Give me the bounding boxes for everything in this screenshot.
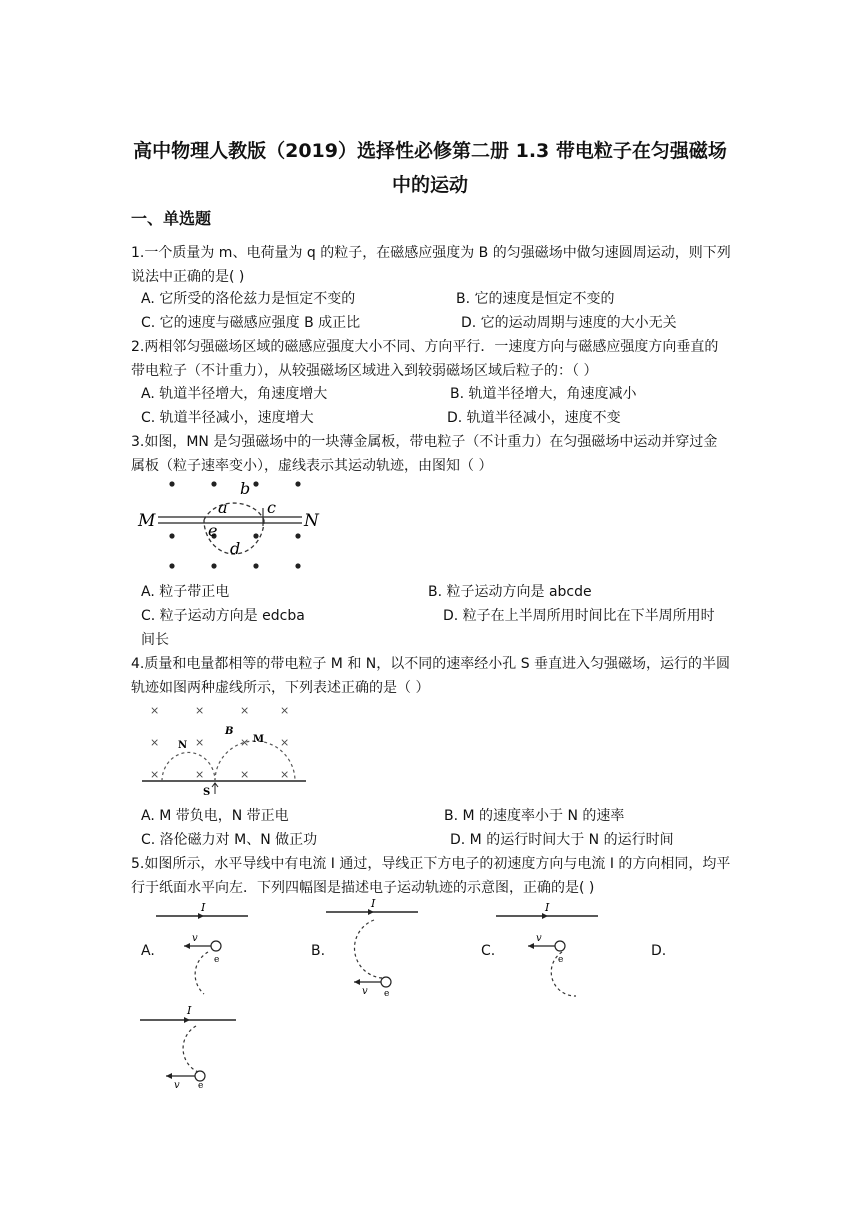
q1-option-d[interactable]: D. 它的运动周期与速度的大小无关: [461, 315, 677, 331]
question-5-stem: 5.如图所示，水平导线中有电流 I 通过，导线正下方电子的初速度方向与电流 I 的方向相同，均平行于纸面水平向左．下列四幅图是描述电子运动轨迹的示意图，正确的是( ): [131, 856, 731, 896]
label-c: c: [267, 498, 276, 517]
q5-figure-a: [152, 900, 252, 1000]
question-4-stem: 4.质量和电量都相等的带电粒子 M 和 N，以不同的速率经小孔 S 垂直进入匀强磁场，运行的半圆轨迹如图两种虚线所示，下列表述正确的是（ ）: [131, 656, 731, 696]
q2-option-d[interactable]: D. 轨道半径减小，速度不变: [447, 410, 621, 426]
q2-option-a[interactable]: A. 轨道半径增大，角速度增大: [141, 386, 328, 402]
b-label-e: e: [384, 989, 390, 999]
q3-option-a[interactable]: A. 粒子带正电: [141, 584, 230, 600]
label-m-particle: M: [253, 734, 265, 745]
q5-option-b[interactable]: B.: [311, 943, 326, 959]
label-n: N: [304, 511, 319, 531]
svg-text:×: ×: [280, 704, 290, 717]
q4-option-a[interactable]: A. M 带负电，N 带正电: [141, 808, 289, 824]
q2-option-c[interactable]: C. 轨道半径减小，速度增大: [141, 410, 314, 426]
document-title: [120, 134, 740, 202]
q3-figure: [134, 478, 324, 576]
svg-text:×: ×: [280, 736, 290, 749]
q1-option-a[interactable]: A. 它所受的洛伦兹力是恒定不变的: [141, 291, 356, 307]
question-1-stem: 1.一个质量为 m、电荷量为 q 的粒子，在磁感应强度为 B 的匀强磁场中做匀速圆周运动，则下列说法中正确的是( ): [131, 245, 731, 285]
a-label-i: I: [201, 901, 206, 914]
d-label-i: I: [187, 1004, 192, 1017]
c-label-v: v: [536, 933, 542, 944]
q3-option-b[interactable]: B. 粒子运动方向是 abcde: [428, 584, 592, 600]
svg-text:×: ×: [150, 704, 160, 717]
q1-option-c[interactable]: C. 它的速度与磁感应强度 B 成正比: [141, 315, 361, 331]
q5-option-c[interactable]: C.: [481, 943, 496, 959]
svg-text:×: ×: [240, 736, 250, 749]
q3-option-c[interactable]: C. 粒子运动方向是 edcba: [141, 608, 305, 624]
b-label-v: v: [362, 986, 368, 997]
d-label-v: v: [174, 1080, 180, 1090]
label-n-particle: N: [178, 740, 188, 751]
q1-option-b[interactable]: B. 它的速度是恒定不变的: [456, 291, 615, 307]
title-line-2: 中的运动: [391, 174, 468, 196]
svg-text:×: ×: [240, 768, 250, 781]
svg-text:×: ×: [195, 768, 205, 781]
q4-figure: [140, 700, 310, 796]
q5-option-d[interactable]: D.: [651, 943, 667, 959]
section-heading: 一、单选题: [131, 209, 212, 228]
title-line-1: 高中物理人教版（2019）选择性必修第二册 1.3 带电粒子在匀强磁场: [133, 140, 727, 162]
q5-option-a[interactable]: A.: [141, 943, 155, 959]
q4-option-c[interactable]: C. 洛伦磁力对 M、N 做正功: [141, 832, 318, 848]
label-b-field: B: [225, 726, 234, 737]
question-3-stem: 3.如图，MN 是匀强磁场中的一块薄金属板，带电粒子（不计重力）在匀强磁场中运动并穿过金属板（粒子速率变小），虚线表示其运动轨迹，由图知（ ）: [131, 434, 718, 474]
a-label-v: v: [192, 933, 198, 944]
q5-figure-b: [322, 896, 422, 1000]
label-b: b: [240, 479, 251, 498]
label-d: d: [230, 539, 241, 558]
c-label-i: I: [545, 901, 550, 914]
c-label-e: e: [558, 955, 564, 965]
q4-option-b[interactable]: B. M 的速度率小于 N 的速率: [444, 808, 625, 824]
label-a: a: [218, 498, 228, 517]
d-label-e: e: [198, 1081, 204, 1090]
q4-option-d[interactable]: D. M 的运行时间大于 N 的运行时间: [450, 832, 674, 848]
svg-text:×: ×: [240, 704, 250, 717]
b-label-i: I: [371, 897, 376, 910]
svg-text:×: ×: [150, 736, 160, 749]
q3-option-d-continued: 间长: [141, 632, 169, 648]
label-m: M: [138, 511, 156, 531]
svg-text:×: ×: [150, 768, 160, 781]
label-e: e: [208, 521, 218, 540]
a-label-e: e: [214, 955, 220, 965]
q2-option-b[interactable]: B. 轨道半径增大，角速度减小: [450, 386, 637, 402]
question-2-stem: 2.两相邻匀强磁场区域的磁感应强度大小不同、方向平行．一速度方向与磁感应强度方向垂直的带电粒子（不计重力），从较强磁场区域进入到较弱磁场区域后粒子的：（ ）: [131, 339, 719, 379]
svg-text:×: ×: [195, 704, 205, 717]
q3-option-d[interactable]: D. 粒子在上半周所用时间比在下半周所用时: [443, 608, 715, 624]
q5-figure-d: [136, 998, 240, 1090]
svg-text:×: ×: [195, 736, 205, 749]
label-s-hole: S: [203, 787, 211, 796]
svg-text:×: ×: [280, 768, 290, 781]
q5-figure-c: [492, 900, 602, 1000]
